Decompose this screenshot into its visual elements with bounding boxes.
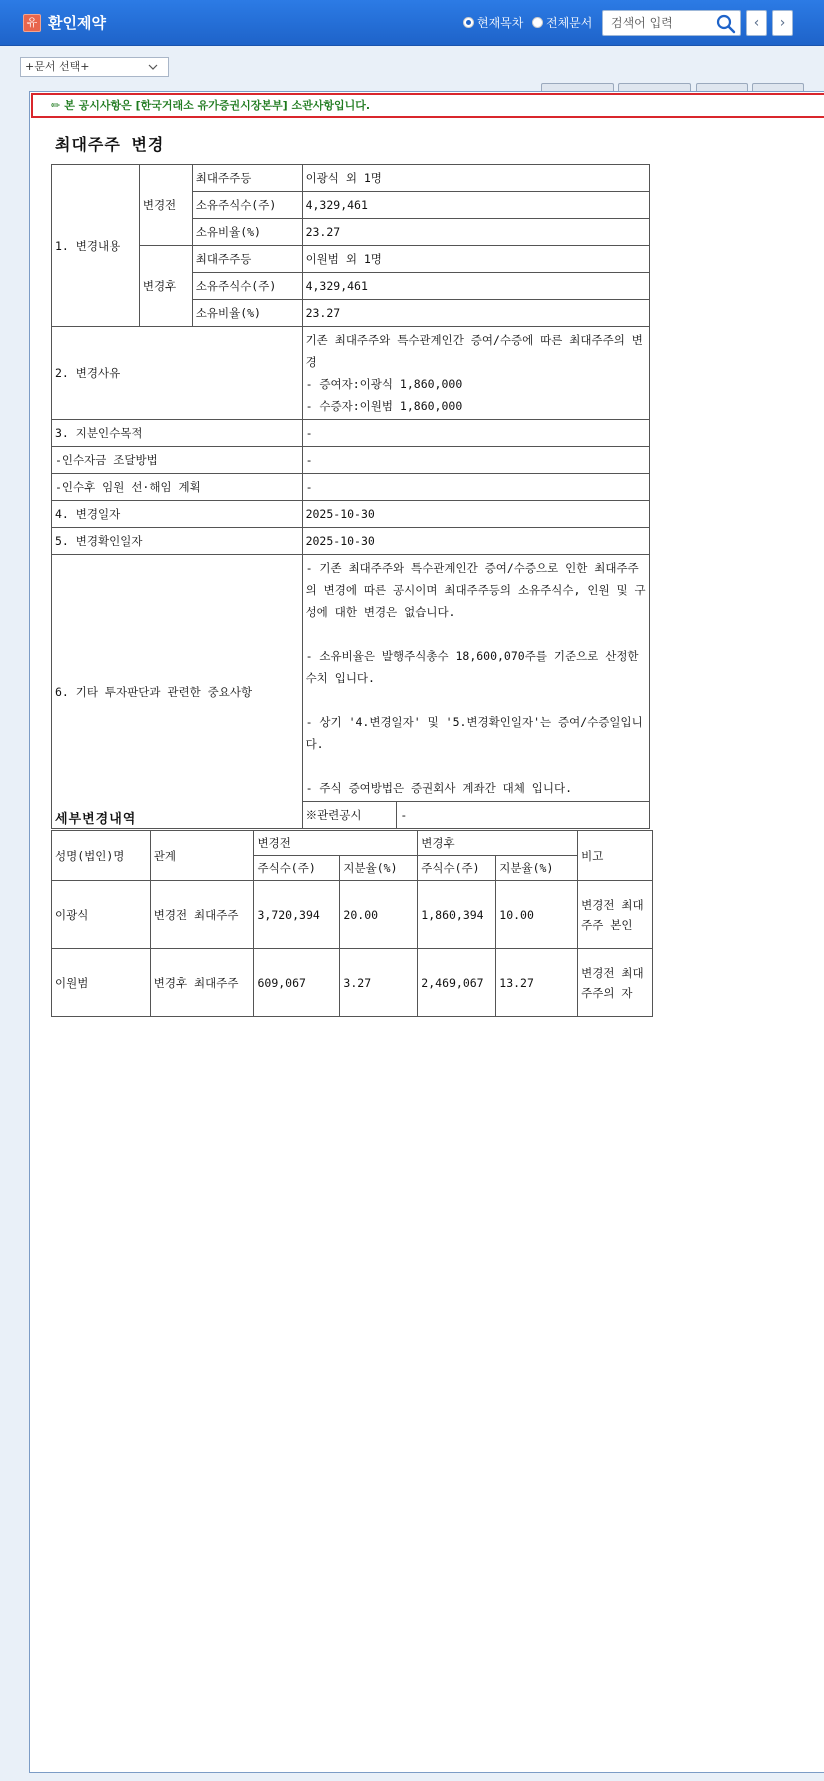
row-label: 최대주주등 — [192, 246, 302, 273]
cell-after-ratio: 10.00 — [496, 881, 578, 949]
detail-table — [51, 830, 653, 1017]
table-row — [52, 528, 650, 555]
search-box — [602, 10, 741, 36]
cell-note: 변경전 최대주주의 자 — [578, 949, 653, 1017]
document-select-label: +문서 선택+ — [25, 60, 90, 73]
other-value: - 기존 최대주주와 특수관계인간 증여/수증으로 인한 최대주주의 변경에 따른 공시이며 최대주주등의 소유주식수, 인원 및 구성에 대한 변경은 없습니다. - 소유비율은 발행주식총수 18,600,070주를 기준으로 산정한 수치 입니다. - 상기 '4.변경일자' 및 '5.변경확인일자'는 증여/수증일입니다. - 주식 증여방법은 증권회사 계좌간 대체 입니다. — [302, 555, 649, 802]
date-label: 4. 변경일자 — [52, 501, 303, 528]
funding-label: -인수자금 조달방법 — [52, 447, 303, 474]
purpose-value: - — [302, 420, 649, 447]
radio-current-icon[interactable] — [463, 17, 474, 28]
cell-before-shares: 3,720,394 — [254, 881, 340, 949]
col-before-shares-header: 주식수(주) — [254, 856, 340, 881]
table-header-row — [52, 831, 653, 856]
change-table — [51, 164, 650, 829]
table-row — [52, 474, 650, 501]
row-label: 소유주식수(주) — [192, 192, 302, 219]
col-after-ratio-header: 지분율(%) — [496, 856, 578, 881]
after-shares: 4,329,461 — [302, 273, 649, 300]
table-row — [52, 165, 650, 192]
radio-all-docs[interactable] — [532, 14, 592, 31]
next-button[interactable]: › — [772, 10, 793, 36]
cell-before-ratio: 20.00 — [340, 881, 418, 949]
radio-current-label: 현재목차 — [477, 16, 524, 30]
chevron-down-icon — [148, 62, 158, 72]
top-header — [0, 0, 824, 46]
table-row — [52, 555, 650, 802]
cell-before-shares: 609,067 — [254, 949, 340, 1017]
after-holder: 이원범 외 1명 — [302, 246, 649, 273]
section-label: 1. 변경내용 — [52, 165, 140, 327]
search-input[interactable] — [609, 14, 715, 32]
related-value: - — [397, 802, 650, 829]
cell-name: 이원범 — [52, 949, 151, 1017]
col-before-ratio-header: 지분율(%) — [340, 856, 418, 881]
other-label: 6. 기타 투자판단과 관련한 중요사항 — [52, 555, 303, 829]
page-title: 최대주주 변경 — [55, 135, 165, 154]
row-label: 소유비율(%) — [192, 219, 302, 246]
cell-after-shares: 2,469,067 — [418, 949, 496, 1017]
cell-after-shares: 1,860,394 — [418, 881, 496, 949]
confirm-label: 5. 변경확인일자 — [52, 528, 303, 555]
reason-value: 기존 최대주주와 특수관계인간 증여/수증에 따른 최대주주의 변경 - 증여자:이광식 1,860,000 - 수증자:이원범 1,860,000 — [302, 327, 649, 420]
prev-button[interactable]: ‹ — [746, 10, 767, 36]
col-before-header: 변경전 — [254, 831, 418, 856]
before-label: 변경전 — [139, 165, 192, 246]
before-holder: 이광식 외 1명 — [302, 165, 649, 192]
table-row — [52, 246, 650, 273]
col-after-header: 변경후 — [418, 831, 578, 856]
table-row — [52, 501, 650, 528]
pointing-hand-icon: ✏ — [51, 99, 61, 112]
search-icon[interactable] — [716, 14, 736, 34]
cell-before-ratio: 3.27 — [340, 949, 418, 1017]
radio-all-icon[interactable] — [532, 17, 543, 28]
confirm-value: 2025-10-30 — [302, 528, 649, 555]
row-label: 최대주주등 — [192, 165, 302, 192]
cell-note: 변경전 최대주주 본인 — [578, 881, 653, 949]
detail-title: 세부변경내역 — [55, 812, 137, 827]
col-note-header: 비고 — [578, 831, 653, 881]
cell-after-ratio: 13.27 — [496, 949, 578, 1017]
before-ratio: 23.27 — [302, 219, 649, 246]
related-label: ※관련공시 — [302, 802, 397, 829]
table-row — [52, 420, 650, 447]
notice-banner — [31, 93, 824, 118]
table-row — [52, 447, 650, 474]
before-shares: 4,329,461 — [302, 192, 649, 219]
table-row — [52, 949, 653, 1017]
cell-name: 이광식 — [52, 881, 151, 949]
after-label: 변경후 — [139, 246, 192, 327]
company-badge: 유 — [23, 14, 41, 32]
col-after-shares-header: 주식수(주) — [418, 856, 496, 881]
col-relation-header: 관계 — [150, 831, 254, 881]
document-select[interactable] — [20, 57, 169, 77]
date-value: 2025-10-30 — [302, 501, 649, 528]
purpose-label: 3. 지분인수목적 — [52, 420, 303, 447]
funding-value: - — [302, 447, 649, 474]
table-row — [52, 881, 653, 949]
table-row — [52, 327, 650, 420]
row-label: 소유주식수(주) — [192, 273, 302, 300]
officer-label: -인수후 임원 선·해임 계획 — [52, 474, 303, 501]
row-label: 소유비율(%) — [192, 300, 302, 327]
col-name-header: 성명(법인)명 — [52, 831, 151, 881]
reason-label: 2. 변경사유 — [52, 327, 303, 420]
cell-relation: 변경후 최대주주 — [150, 949, 254, 1017]
company-name[interactable]: 환인제약 — [48, 14, 106, 32]
radio-current-toc[interactable] — [463, 14, 523, 31]
radio-all-label: 전체문서 — [546, 16, 593, 30]
officer-value: - — [302, 474, 649, 501]
after-ratio: 23.27 — [302, 300, 649, 327]
cell-relation: 변경전 최대주주 — [150, 881, 254, 949]
notice-text: 본 공시사항은 [한국거래소 유가증권시장본부] 소관사항입니다. — [64, 99, 371, 112]
